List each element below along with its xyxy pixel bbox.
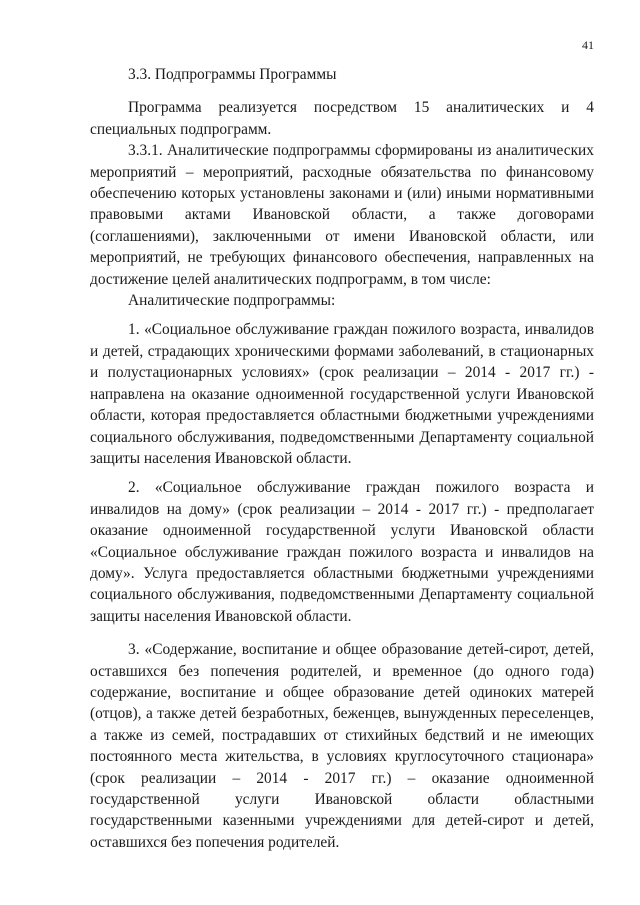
- paragraph-intro: Программа реализуется посредством 15 аналитических и 4 специальных подпрограмм.: [90, 99, 594, 138]
- document-body: [90, 64, 594, 853]
- page-number: 41: [582, 38, 594, 52]
- list-item-1: 1. «Социальное обслуживание граждан пожилого возраста, инвалидов и детей, страдающих хроническими формами заболеваний, в стационарных и полустационарных условиях» (срок реализации – 2014 - 2017 гг.) - направлена на оказание одноименной государственной услуги Ивановской области, которая предоставляется областными бюджетными учреждениями социального обслуживания, подведомственными Департаменту социальной защиты населения Ивановской области.: [90, 321, 594, 467]
- list-item-2: 2. «Социальное обслуживание граждан пожилого возраста и инвалидов на дому» (срок реализации – 2014 - 2017 гг.) - предполагает оказание одноименной государственной услуги Ивановской области «Социальное обслуживание граждан пожилого возраста и инвалидов на дому». Услуга предоставляется областными бюджетными учреждениями социального обслуживания, подведомственными Департаменту социальной защиты населения Ивановской области.: [90, 479, 594, 625]
- section-heading: 3.3. Подпрограммы Программы: [128, 66, 337, 83]
- list-item-3: 3. «Содержание, воспитание и общее образование детей-сирот, детей, оставшихся без попечения родителей, и временное (до одного года) содержание, воспитание и общее образование детей одиноких матерей (отцов), а также детей безработных, беженцев, вынужденных переселенцев, а также из семей, пострадавших от стихийных бедствий и не имеющих постоянного места жительства, в условиях круглосуточного стационара» (срок реализации – 2014 - 2017 гг.) – оказание одноименной государственной услуги Ивановской области областными государственными казенными учреждениями для детей-сирот и детей, оставшихся без попечения родителей.: [90, 641, 594, 851]
- list-heading: Аналитические подпрограммы:: [128, 292, 336, 310]
- paragraph-definition: 3.3.1. Аналитические подпрограммы сформированы из аналитических мероприятий – мероприятий, расходные обязательства по финансовому обеспечению которых установлены законами и (или) иными нормативными правовыми актами Ивановской области, а также договорами (соглашениями), заключенными от имени Ивановской области, или мероприятий, не требующих финансового обеспечения, направленных на достижение целей аналитических подпрограмм, в том числе:: [90, 142, 594, 288]
